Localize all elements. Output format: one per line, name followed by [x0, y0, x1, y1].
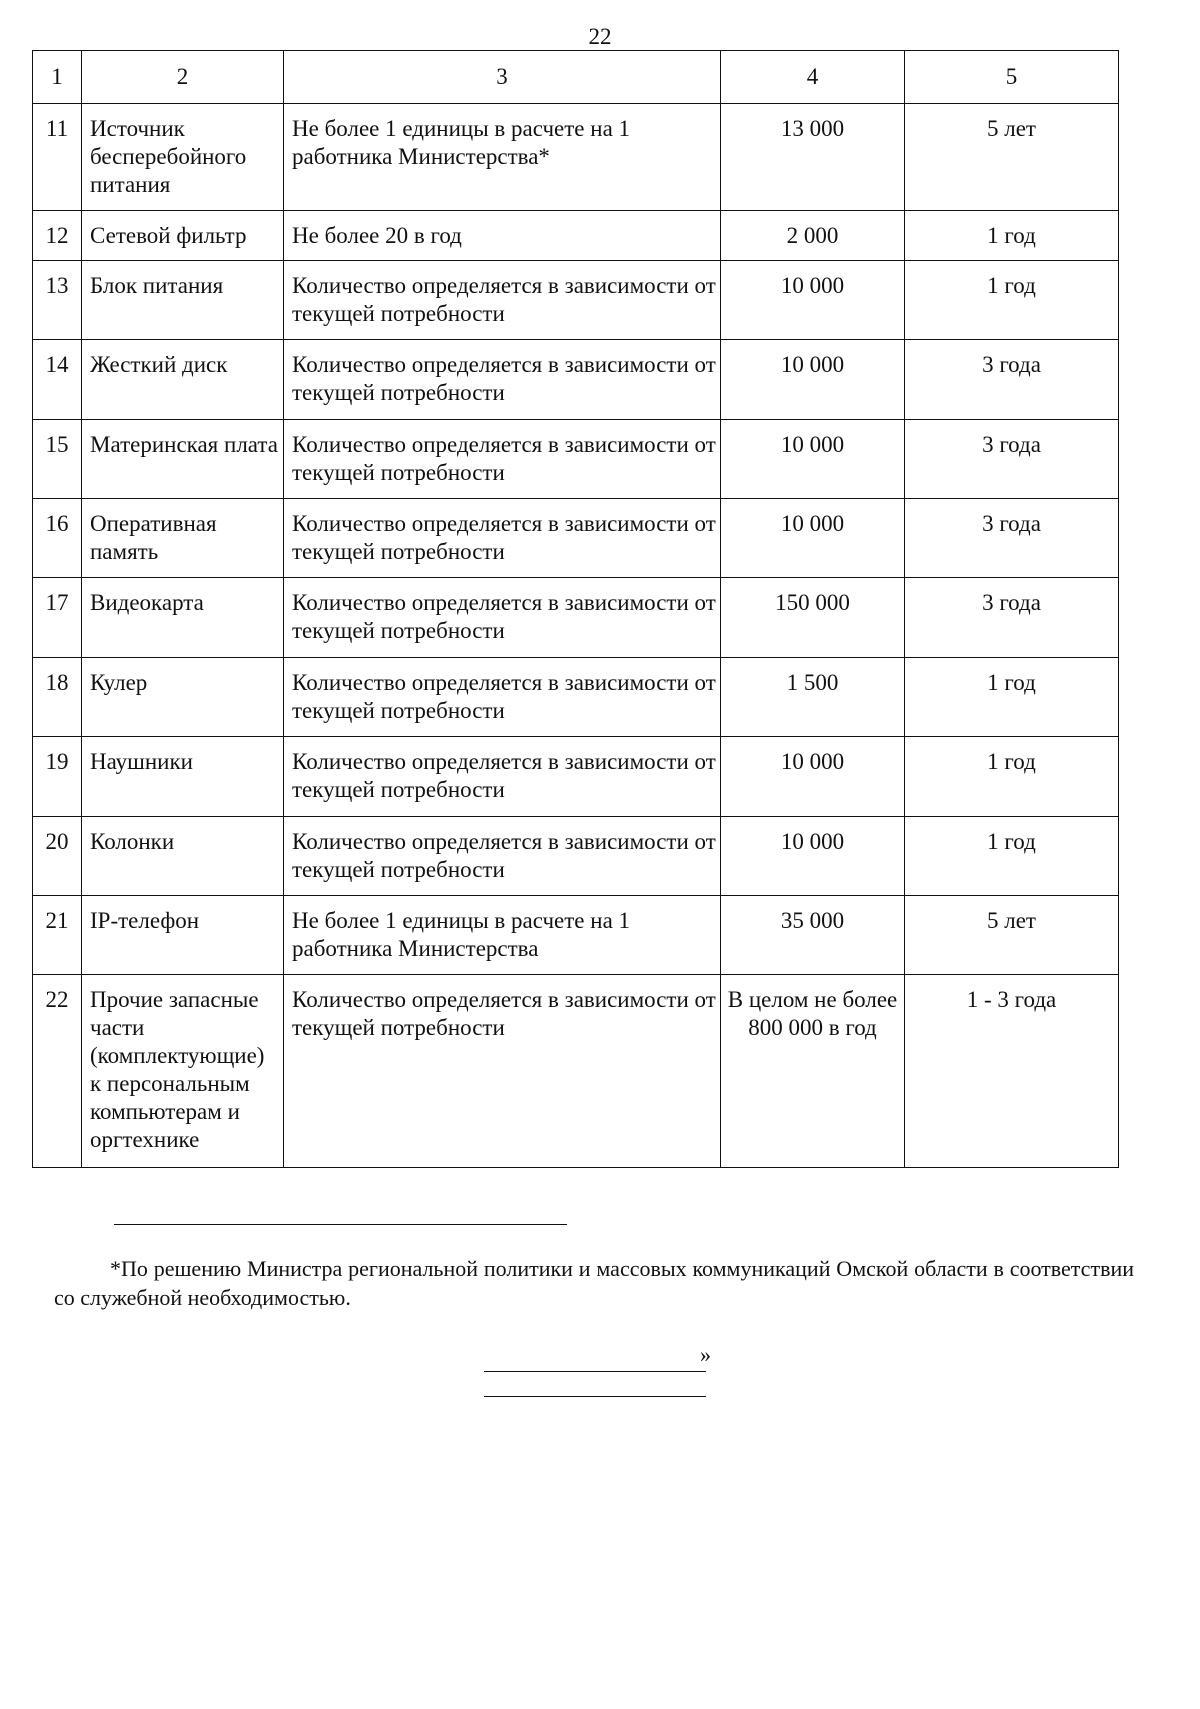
item-name: Наушники [82, 737, 284, 817]
quantity-norm: Количество определяется в зависимости от текущей потребности [284, 340, 721, 420]
service-term: 1 - 3 года [905, 975, 1119, 1168]
price-limit: 1 500 [721, 658, 905, 737]
row-number: 18 [33, 658, 82, 737]
row-number: 22 [33, 975, 82, 1168]
service-term: 3 года [905, 340, 1119, 420]
row-number: 19 [33, 737, 82, 817]
item-name: Блок питания [82, 261, 284, 340]
price-limit: В целом не более 800 000 в год [721, 975, 905, 1168]
quantity-norm: Количество определяется в зависимости от текущей потребности [284, 499, 721, 578]
service-term: 3 года [905, 420, 1119, 499]
row-number: 14 [33, 340, 82, 420]
row-number: 17 [33, 578, 82, 658]
price-limit: 10 000 [721, 817, 905, 896]
footnote-divider [114, 1224, 567, 1225]
header-cell: 4 [721, 51, 905, 104]
service-term: 3 года [905, 499, 1119, 578]
row-number: 13 [33, 261, 82, 340]
row-number: 16 [33, 499, 82, 578]
item-name: Колонки [82, 817, 284, 896]
quantity-norm: Количество определяется в зависимости от текущей потребности [284, 658, 721, 737]
table-header-row [33, 51, 1119, 104]
item-name: Сетевой фильтр [82, 211, 284, 261]
header-cell: 5 [905, 51, 1119, 104]
quantity-norm: Количество определяется в зависимости от текущей потребности [284, 975, 721, 1168]
service-term: 1 год [905, 817, 1119, 896]
item-name: Кулер [82, 658, 284, 737]
item-name: Прочие запасные части (комплектующие) к персональным компьютерам и оргтехнике [82, 975, 284, 1168]
spec-table [32, 50, 1119, 1168]
row-number: 21 [33, 896, 82, 975]
service-term: 1 год [905, 211, 1119, 261]
table-row [33, 896, 1119, 975]
price-limit: 10 000 [721, 340, 905, 420]
header-cell: 1 [33, 51, 82, 104]
price-limit: 35 000 [721, 896, 905, 975]
closing-divider [484, 1396, 706, 1397]
price-limit: 10 000 [721, 499, 905, 578]
price-limit: 150 000 [721, 578, 905, 658]
service-term: 5 лет [905, 104, 1119, 211]
row-number: 15 [33, 420, 82, 499]
table-row [33, 261, 1119, 340]
header-cell: 3 [284, 51, 721, 104]
quantity-norm: Количество определяется в зависимости от текущей потребности [284, 578, 721, 658]
item-name: Материнская плата [82, 420, 284, 499]
service-term: 3 года [905, 578, 1119, 658]
table-row [33, 211, 1119, 261]
closing-line [484, 1343, 706, 1372]
price-limit: 10 000 [721, 420, 905, 499]
price-limit: 2 000 [721, 211, 905, 261]
item-name: Оперативная память [82, 499, 284, 578]
service-term: 1 год [905, 658, 1119, 737]
price-limit: 13 000 [721, 104, 905, 211]
row-number: 20 [33, 817, 82, 896]
item-name: Видеокарта [82, 578, 284, 658]
quantity-norm: Количество определяется в зависимости от текущей потребности [284, 737, 721, 817]
table-row [33, 975, 1119, 1168]
table-row [33, 340, 1119, 420]
service-term: 1 год [905, 737, 1119, 817]
table-row [33, 658, 1119, 737]
item-name: IP-телефон [82, 896, 284, 975]
quantity-norm: Не более 20 в год [284, 211, 721, 261]
quantity-norm: Количество определяется в зависимости от текущей потребности [284, 817, 721, 896]
table-row [33, 104, 1119, 211]
row-number: 11 [33, 104, 82, 211]
service-term: 1 год [905, 261, 1119, 340]
header-cell: 2 [82, 51, 284, 104]
table-row [33, 499, 1119, 578]
price-limit: 10 000 [721, 261, 905, 340]
page-number: 22 [588, 24, 612, 49]
table-row [33, 817, 1119, 896]
quantity-norm: Не более 1 единицы в расчете на 1 работника Министерства [284, 896, 721, 975]
table-row [33, 420, 1119, 499]
row-number: 12 [33, 211, 82, 261]
item-name: Жесткий диск [82, 340, 284, 420]
quantity-norm: Количество определяется в зависимости от текущей потребности [284, 420, 721, 499]
quantity-norm: Количество определяется в зависимости от текущей потребности [284, 261, 721, 340]
table-row [33, 578, 1119, 658]
quantity-norm: Не более 1 единицы в расчете на 1 работника Министерства* [284, 104, 721, 211]
closing-quote: » [700, 1342, 711, 1367]
service-term: 5 лет [905, 896, 1119, 975]
table-row [33, 737, 1119, 817]
price-limit: 10 000 [721, 737, 905, 817]
footnote: *По решению Министра региональной политики и массовых коммуникаций Омской области в соответствии со служебной необходимостью. [54, 1256, 1134, 1310]
item-name: Источник бесперебойного питания [82, 104, 284, 211]
